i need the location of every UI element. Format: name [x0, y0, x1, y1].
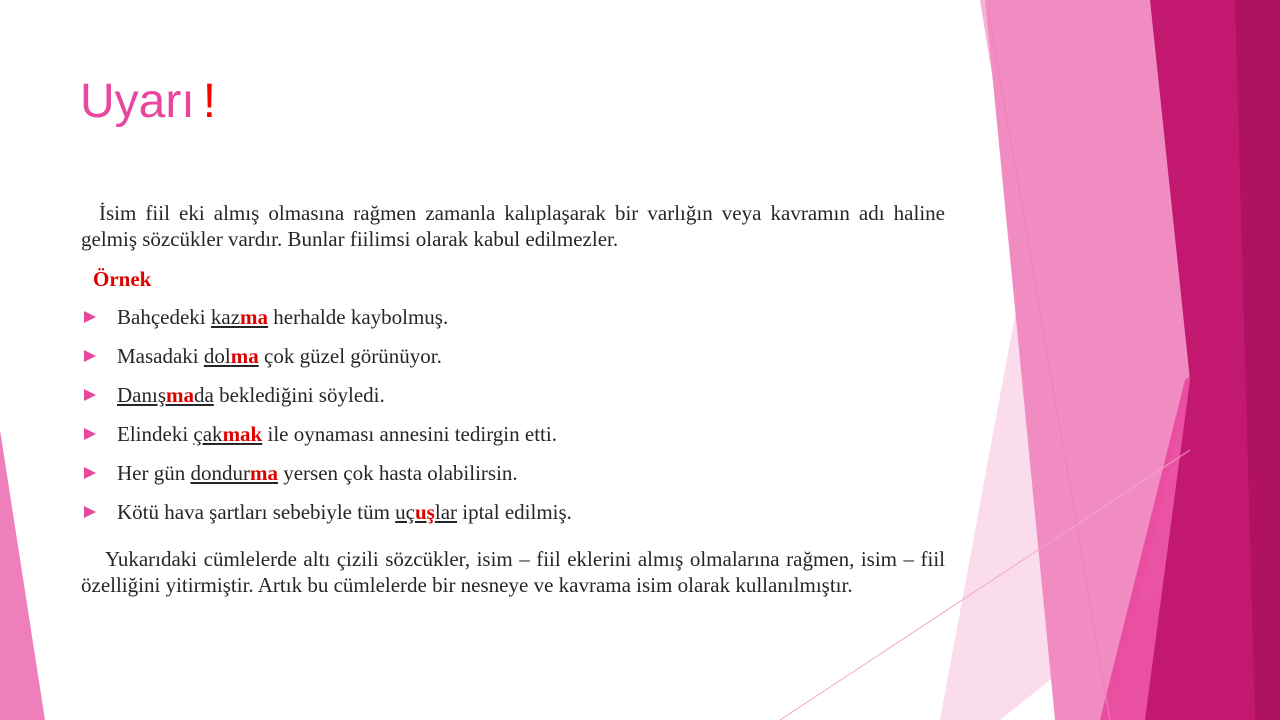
example-item [81, 382, 945, 421]
word-root: çak [193, 422, 223, 446]
example-label: Örnek [93, 267, 152, 291]
slide-body [81, 200, 945, 598]
outro-paragraph: Yukarıdaki cümlelerde altı çizili sözcükler, isim – fiil eklerini almış olmalarına rağmen, isim – fiil özelliğini yitirmiştir. Artık bu cümlelerde bir nesneye ve kavrama isim olarak kullanılmıştır. [81, 547, 945, 597]
underlined-word [204, 344, 259, 368]
example-item [81, 460, 945, 499]
decor-left-facet [0, 430, 45, 720]
word-root: dol [203, 344, 231, 368]
example-text-after: beklediğini söyledi. [213, 383, 385, 407]
underlined-word [190, 461, 278, 485]
triangle-right-icon [84, 506, 96, 518]
example-text-before: Masadaki [117, 344, 204, 368]
triangle-right-icon [84, 467, 96, 479]
word-suffix: mak [222, 422, 263, 446]
example-text-before: Kötü hava şartları sebebiyle tüm [117, 500, 396, 524]
example-item [81, 499, 945, 538]
word-root: kaz [210, 305, 241, 329]
underlined-word [117, 383, 214, 407]
slide-title [80, 74, 216, 130]
example-text-after: çok güzel görünüyor. [258, 344, 442, 368]
word-suffix: ma [240, 305, 269, 329]
slide-title-text: Uyarı [80, 75, 195, 128]
example-item [81, 343, 945, 382]
underlined-word [395, 500, 457, 524]
example-text-after: herhalde kaybolmuş. [268, 305, 449, 329]
word-suffix: ma [166, 383, 194, 407]
word-suffix: ma [249, 461, 278, 485]
example-item [81, 421, 945, 460]
word-suffix: ma [230, 344, 259, 368]
triangle-right-icon [84, 350, 96, 362]
example-text-after: ile oynaması annesini tedirgin etti. [262, 422, 557, 446]
word-root: uç [395, 500, 415, 524]
word-suffix: uş [415, 500, 435, 524]
word-root: Danış [117, 383, 166, 407]
underlined-word [211, 305, 268, 329]
warning-mark: ! [202, 75, 217, 128]
example-text-after: iptal edilmiş. [457, 500, 572, 524]
example-list [81, 304, 945, 538]
example-text-after: yersen çok hasta olabilirsin. [277, 461, 518, 485]
example-text-before: Her gün [117, 461, 191, 485]
underlined-word [193, 422, 262, 446]
word-tail: da [194, 383, 214, 407]
example-text-before: Bahçedeki [117, 305, 211, 329]
triangle-right-icon [84, 311, 96, 323]
intro-paragraph: İsim fiil eki almış olmasına rağmen zamanla kalıplaşarak bir varlığın veya kavramın adı haline gelmiş sözcükler vardır. Bunlar fiilimsi olarak kabul edilmezler. [81, 201, 945, 251]
word-tail: lar [434, 500, 458, 524]
triangle-right-icon [84, 428, 96, 440]
example-text-before: Elindeki [117, 422, 194, 446]
triangle-right-icon [84, 389, 96, 401]
example-item [81, 304, 945, 343]
word-root: dondur [190, 461, 250, 485]
